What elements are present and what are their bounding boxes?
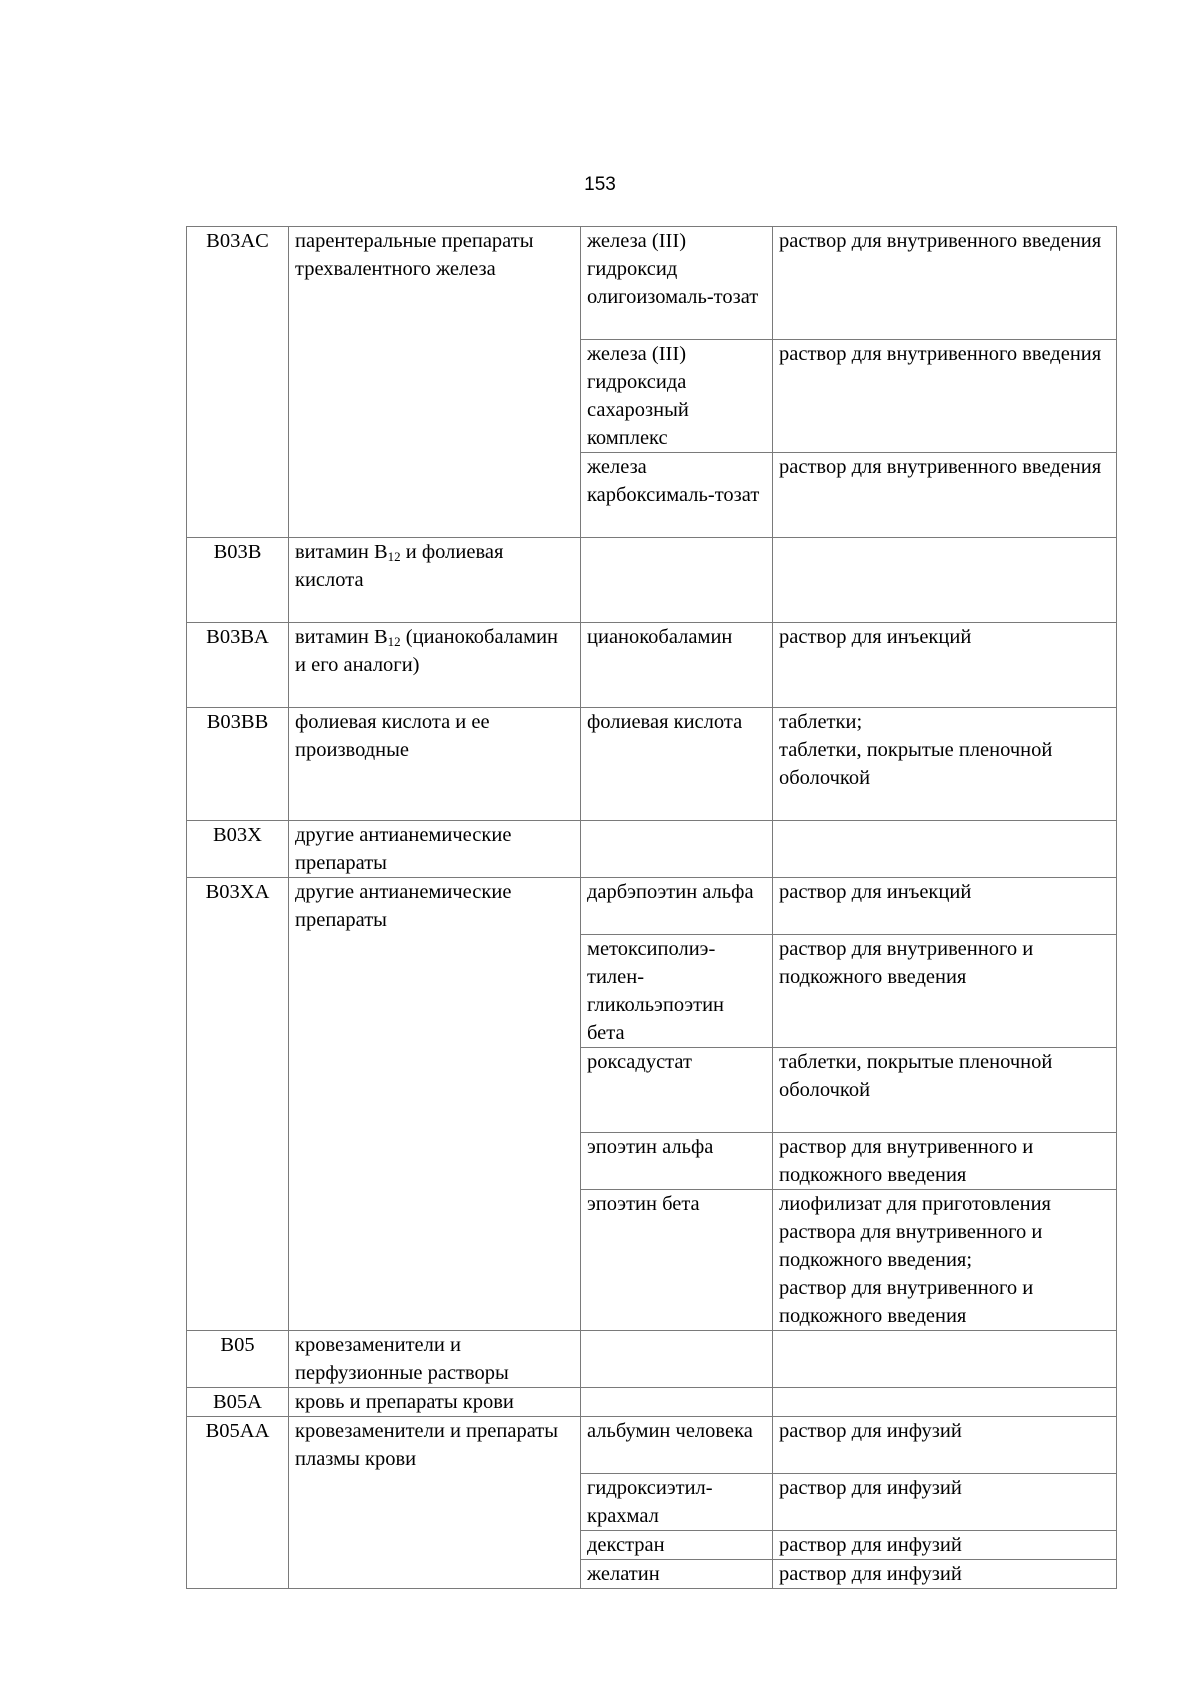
atc-code: B03XA <box>187 878 289 1331</box>
group-name: другие антианемические препараты <box>289 878 581 1331</box>
drug-name: декстран <box>581 1531 773 1560</box>
atc-code: B05 <box>187 1331 289 1388</box>
table-row <box>187 227 1117 340</box>
dosage-form: раствор для внутривенного введения <box>773 227 1117 340</box>
drug-name <box>581 821 773 878</box>
dosage-form: таблетки; таблетки, покрытые пленочной оболочкой <box>773 708 1117 821</box>
drug-name: альбумин человека <box>581 1417 773 1474</box>
drug-name <box>581 1388 773 1417</box>
drug-name: эпоэтин альфа <box>581 1133 773 1190</box>
dosage-form <box>773 1331 1117 1388</box>
dosage-form: раствор для инъекций <box>773 623 1117 708</box>
drug-name: железа (III) гидроксид олигоизомаль-тозат <box>581 227 773 340</box>
dosage-form: раствор для инъекций <box>773 878 1117 935</box>
drug-name: гидроксиэтил-крахмал <box>581 1474 773 1531</box>
dosage-form <box>773 538 1117 623</box>
table-row <box>187 538 1117 623</box>
table-row <box>187 623 1117 708</box>
drug-name: роксадустат <box>581 1048 773 1133</box>
group-name: кровезаменители и препараты плазмы крови <box>289 1417 581 1589</box>
group-name: кровезаменители и перфузионные растворы <box>289 1331 581 1388</box>
dosage-form <box>773 1388 1117 1417</box>
atc-code: B03BA <box>187 623 289 708</box>
drug-name: метоксиполиэ-тилен-гликольэпоэтин бета <box>581 935 773 1048</box>
dosage-form: раствор для инфузий <box>773 1560 1117 1589</box>
drug-name: желатин <box>581 1560 773 1589</box>
table-row <box>187 1331 1117 1388</box>
group-name: фолиевая кислота и ее производные <box>289 708 581 821</box>
drug-name: цианокобаламин <box>581 623 773 708</box>
dosage-form: раствор для инфузий <box>773 1531 1117 1560</box>
dosage-form: раствор для инфузий <box>773 1474 1117 1531</box>
drug-table <box>186 226 1117 1589</box>
drug-name: железа (III) гидроксида сахарозный комплекс <box>581 340 773 453</box>
atc-code: B03AC <box>187 227 289 538</box>
atc-code: B05AA <box>187 1417 289 1589</box>
atc-code: B05A <box>187 1388 289 1417</box>
drug-name: фолиевая кислота <box>581 708 773 821</box>
table-row <box>187 708 1117 821</box>
table-row <box>187 878 1117 935</box>
atc-code: B03X <box>187 821 289 878</box>
drug-name <box>581 1331 773 1388</box>
group-name: витамин $B_{12}$ и фолиевая кислота <box>289 538 581 623</box>
drug-name <box>581 538 773 623</box>
dosage-form: раствор для внутривенного введения <box>773 453 1117 538</box>
table-row <box>187 821 1117 878</box>
dosage-form: таблетки, покрытые пленочной оболочкой <box>773 1048 1117 1133</box>
group-name: витамин $B_{12}$ (цианокобаламин и его аналоги) <box>289 623 581 708</box>
table-row <box>187 1417 1117 1474</box>
dosage-form <box>773 821 1117 878</box>
atc-code: B03B <box>187 538 289 623</box>
group-name: парентеральные препараты трехвалентного железа <box>289 227 581 538</box>
group-name: другие антианемические препараты <box>289 821 581 878</box>
dosage-form: лиофилизат для приготовления раствора для внутривенного и подкожного введения; раствор для внутривенного и подкожного введения <box>773 1190 1117 1331</box>
drug-name: железа карбоксималь-тозат <box>581 453 773 538</box>
table-row <box>187 1388 1117 1417</box>
dosage-form: раствор для инфузий <box>773 1417 1117 1474</box>
dosage-form: раствор для внутривенного и подкожного введения <box>773 1133 1117 1190</box>
dosage-form: раствор для внутривенного и подкожного введения <box>773 935 1117 1048</box>
page-number: 153 <box>584 174 616 195</box>
drug-name: эпоэтин бета <box>581 1190 773 1331</box>
drug-name: дарбэпоэтин альфа <box>581 878 773 935</box>
group-name: кровь и препараты крови <box>289 1388 581 1417</box>
dosage-form: раствор для внутривенного введения <box>773 340 1117 453</box>
atc-code: B03BB <box>187 708 289 821</box>
